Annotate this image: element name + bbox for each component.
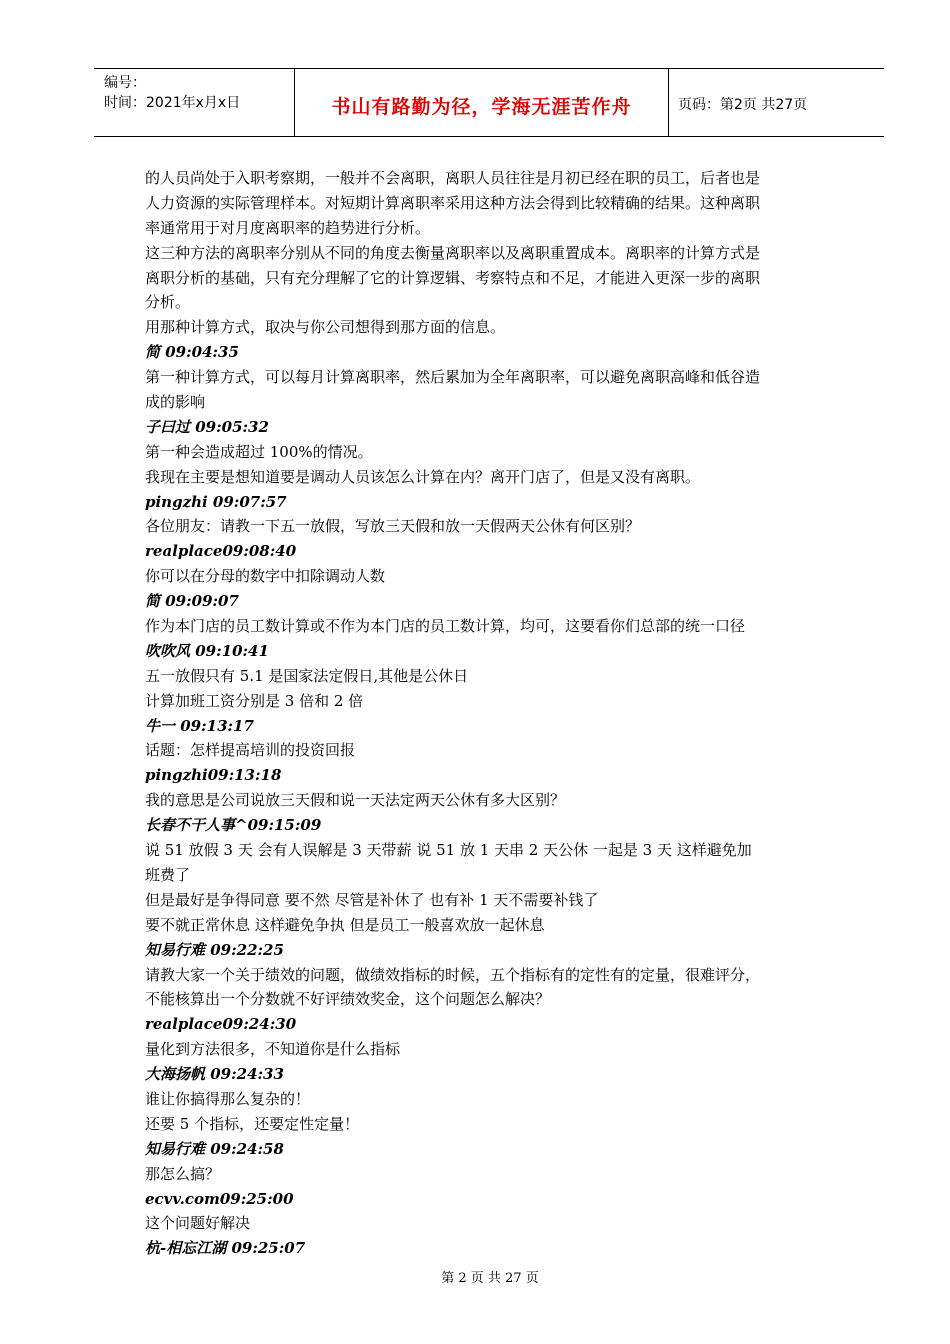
speaker-timestamp: 知易行难 09:22:25 — [145, 940, 284, 959]
body-text-line: 话题：怎样提高培训的投资回报 — [145, 741, 356, 760]
body-text-line: 用那种计算方式，取决与你公司想得到那方面的信息。 — [145, 318, 506, 337]
body-text-line: 这个问题好解决 — [145, 1214, 251, 1233]
speaker-timestamp: ecvv.com09:25:00 — [145, 1189, 294, 1208]
body-text-line: 各位朋友：请教一下五一放假，写放三天假和放一天假两天公休有何区别？ — [145, 517, 641, 536]
speaker-timestamp: pingzhi09:13:18 — [145, 766, 282, 785]
body-text-line: 要不就正常休息 这样避免争执 但是员工一般喜欢放一起休息 — [145, 915, 545, 934]
speaker-timestamp: 杭-相忘江湖 09:25:07 — [145, 1239, 306, 1258]
body-text-line: 率通常用于对月度离职率的趋势进行分析。 — [145, 218, 431, 237]
body-text-line: 说 51 放假 3 天 会有人误解是 3 天带薪 说 51 放 1 天串 2 天公休 一起是 3 天 这样避免加 — [145, 841, 752, 860]
speaker-timestamp: realplace09:08:40 — [145, 542, 297, 561]
body-text-line: 班费了 — [145, 865, 191, 884]
speaker-timestamp: 子曰过 09:05:32 — [145, 417, 269, 436]
speaker-timestamp: 简 09:04:35 — [145, 343, 239, 362]
body-text-line: 分析。 — [145, 293, 191, 312]
speaker-timestamp: 牛一 09:13:17 — [145, 716, 254, 735]
body-text-line: 第一种计算方式，可以每月计算离职率，然后累加为全年离职率，可以避免离职高峰和低谷造 — [145, 368, 761, 387]
body-text-line: 作为本门店的员工数计算或不作为本门店的员工数计算，均可，这要看你们总部的统一口径 — [145, 617, 746, 636]
speaker-timestamp: 大海扬帆 09:24:33 — [145, 1065, 284, 1084]
number-label: 编号： — [104, 75, 146, 91]
speaker-timestamp: 知易行难 09:24:58 — [145, 1139, 284, 1158]
header-motto-cell — [294, 69, 669, 136]
header-info-cell — [94, 69, 294, 136]
speaker-timestamp: pingzhi 09:07:57 — [145, 492, 287, 511]
body-text-line: 量化到方法很多，不知道你是什么指标 — [145, 1040, 401, 1059]
header-page-cell — [668, 69, 884, 136]
document-body — [145, 166, 845, 1261]
body-text-line: 离职分析的基础，只有充分理解了它的计算逻辑、考察特点和不足，才能进入更深一步的离职 — [145, 268, 761, 287]
body-text-line: 但是最好是争得同意 要不然 尽管是补休了 也有补 1 天不需要补钱了 — [145, 890, 599, 909]
speaker-timestamp: realplace09:24:30 — [145, 1015, 297, 1034]
body-text-line: 第一种会造成超过 100%的情况。 — [145, 442, 373, 461]
speaker-timestamp: 简 09:09:07 — [145, 592, 239, 611]
body-text-line: 你可以在分母的数字中扣除调动人数 — [145, 567, 386, 586]
page-code: 页码：第2页 共27页 — [678, 97, 808, 113]
body-text-line: 我的意思是公司说放三天假和说一天法定两天公休有多大区别？ — [145, 791, 566, 810]
speaker-timestamp: 长春不干人事^09:15:09 — [145, 816, 322, 835]
time-label: 时间：2021年x月x日 — [104, 95, 241, 111]
body-text-line: 还要 5 个指标，还要定性定量！ — [145, 1114, 360, 1133]
body-text-line: 请教大家一个关于绩效的问题，做绩效指标的时候，五个指标有的定性有的定量，很难评分， — [145, 965, 761, 984]
body-text-line: 我现在主要是想知道要是调动人员该怎么计算在内？离开门店了，但是又没有离职。 — [145, 467, 701, 486]
motto-text: 书山有路勤为径，学海无涯苦作舟 — [331, 96, 632, 118]
page-header — [94, 68, 884, 137]
body-text-line: 谁让你搞得那么复杂的！ — [145, 1089, 311, 1108]
body-text-line: 成的影响 — [145, 393, 206, 412]
body-text-line: 计算加班工资分别是 3 倍和 2 倍 — [145, 691, 364, 710]
speaker-timestamp: 吹吹风 09:10:41 — [145, 641, 269, 660]
body-text-line: 那怎么搞？ — [145, 1164, 221, 1183]
body-text-line: 这三种方法的离职率分别从不同的角度去衡量离职率以及离职重置成本。离职率的计算方式是 — [145, 243, 761, 262]
page-footer: 第 2 页 共 27 页 — [441, 1271, 539, 1286]
body-text-line: 不能核算出一个分数就不好评绩效奖金，这个问题怎么解决？ — [145, 990, 551, 1009]
body-text-line: 人力资源的实际管理样本。对短期计算离职率采用这种方法会得到比较精确的结果。这种离职 — [145, 193, 761, 212]
body-text-line: 的人员尚处于入职考察期，一般并不会离职，离职人员往往是月初已经在职的员工，后者也是 — [145, 169, 761, 187]
body-text-line: 五一放假只有 5.1 是国家法定假日,其他是公休日 — [145, 666, 469, 685]
